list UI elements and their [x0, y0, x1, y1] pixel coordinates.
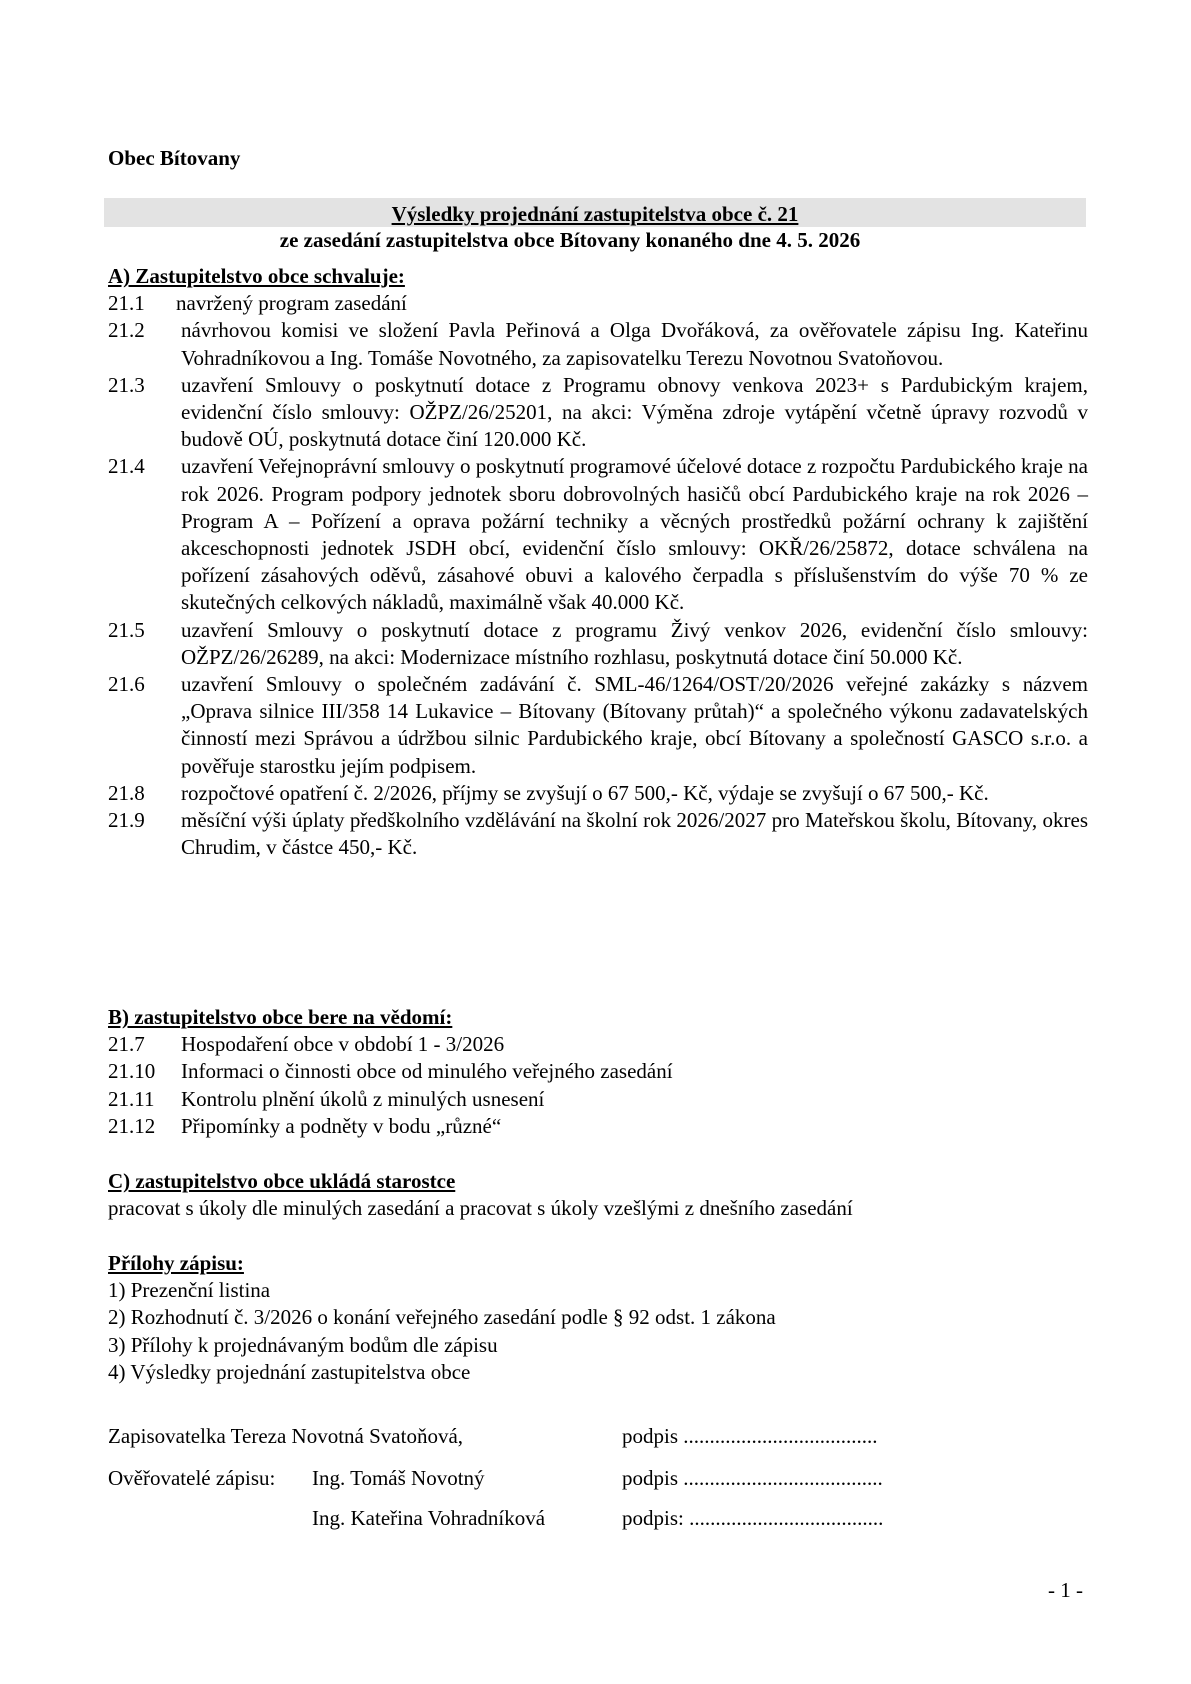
item-text: uzavření Smlouvy o společném zadávání č. SML-46/1264/OST/20/2026 veřejné zakázky s názvem „Oprava silnice III/358 14 Lukavice – Bítovany (Bítovany průtah)“ a společného výkonu zadavatelských činností mezi Správou a údržbou silnic Pardubického kraje, obcí Bítovany a společností GASCO s.r.o. a pověřuje starostku jejím podpisem. — [181, 672, 1088, 778]
verifiers-label: Ověřovatelé zápisu: — [108, 1466, 276, 1490]
attachments-heading: Přílohy zápisu: — [108, 1251, 244, 1275]
attachment-item: 2) Rozhodnutí č. 3/2026 o konání veřejného zasedání podle § 92 odst. 1 zákona — [108, 1305, 776, 1330]
attachment-item: 4) Výsledky projednání zastupitelstva obce — [108, 1359, 471, 1384]
page-number: - 1 - — [1048, 1578, 1083, 1602]
section-approves — [108, 263, 1088, 861]
item-text: návrhovou komisi ve složení Pavla Peřinová a Olga Dvořáková, za ověřovatele zápisu Ing. Kateřinu Vohradníkovou a Ing. Tomáše Novotného, za zapisovatelku Terezu Novotnou Svatoňovou. — [181, 318, 1088, 370]
attachment-item: 3) Přílohy k projednávaným bodům dle zápisu — [108, 1332, 498, 1357]
verifier2-name: Ing. Kateřina Vohradníková — [312, 1506, 546, 1530]
acknowledgement-item — [108, 1031, 1088, 1058]
section-b-heading: B) zastupitelstvo obce bere na vědomí: — [108, 1005, 453, 1029]
item-text: uzavření Veřejnoprávní smlouvy o poskytnutí programové účelové dotace z rozpočtu Pardubického kraje na rok 2026. Program podpory jednotek sboru dobrovolných hasičů obcí Pardubického kraje na rok 2026 – Program A – Pořízení a oprava požární techniky a věcných prostředků požární ochrany k zajištění akceschopnosti jednotek JSDH obcí, evidenční číslo smlouvy: OKŘ/26/25872, dotace schválena na pořízení zásahových oděvů, zásahové obuvi a kalového čerpadla s příslušenstvím do výše 70 % ze skutečných celkových nákladů, maximálně však 40.000 Kč. — [181, 454, 1088, 615]
item-number: 21.2 — [108, 318, 145, 343]
acknowledgement-item — [108, 1058, 1088, 1085]
item-number: 21.11 — [108, 1086, 155, 1111]
document-subtitle: ze zasedání zastupitelstva obce Bítovany konaného dne 4. 5. 2026 — [279, 228, 861, 252]
item-number: 21.9 — [108, 808, 145, 833]
acknowledgement-item — [108, 1086, 1088, 1113]
item-text: uzavření Smlouvy o poskytnutí dotace z Programu obnovy venkova 2023+ s Pardubickým krajem, evidenční číslo smlouvy: OŽPZ/26/25201, na akci: Výměna zdroje vytápění včetně úpravy rozvodů v budově OÚ, poskytnutá dotace činí 120.000 Kč. — [181, 372, 1088, 452]
section-c-text: pracovat s úkoly dle minulých zasedání a pracovat s úkoly vzešlými z dnešního zasedání — [108, 1196, 853, 1221]
item-number: 21.1 — [108, 291, 145, 316]
item-number: 21.7 — [108, 1032, 145, 1057]
resolution-item — [108, 617, 1088, 671]
item-text: rozpočtové opatření č. 2/2026, příjmy se zvyšují o 67 500,- Kč, výdaje se zvyšují o 67 500,- Kč. — [181, 780, 989, 805]
attachment-item: 1) Prezenční listina — [108, 1278, 271, 1303]
document-title: Výsledky projednání zastupitelstva obce č. 21 — [391, 202, 799, 226]
resolution-item — [108, 671, 1088, 780]
section-acknowledges — [108, 1004, 1088, 1140]
recorder-label: Zapisovatelka Tereza Novotná Svatoňová, — [108, 1424, 464, 1448]
section-c-heading: C) zastupitelstvo obce ukládá starostce — [108, 1169, 456, 1193]
verifier1-name: Ing. Tomáš Novotný — [312, 1466, 485, 1490]
resolution-item — [108, 290, 1088, 317]
item-number: 21.8 — [108, 780, 145, 805]
item-text: Kontrolu plnění úkolů z minulých usnesení — [181, 1086, 545, 1111]
resolution-item — [108, 317, 1088, 371]
section-a-heading: A) Zastupitelstvo obce schvaluje: — [108, 264, 405, 288]
item-number: 21.10 — [108, 1059, 156, 1084]
item-number: 21.12 — [108, 1113, 156, 1138]
resolution-item — [108, 780, 1088, 807]
item-number: 21.3 — [108, 372, 145, 397]
municipality-name: Obec Bítovany — [108, 146, 241, 170]
item-text: uzavření Smlouvy o poskytnutí dotace z programu Živý venkov 2026, evidenční číslo smlouvy: OŽPZ/26/26289, na akci: Modernizace místního rozhlasu, poskytnutá dotace činí 50.000 Kč. — [181, 617, 1088, 669]
acknowledgement-item — [108, 1113, 1088, 1140]
item-number: 21.6 — [108, 672, 145, 697]
item-text: Připomínky a podněty v bodu „různé“ — [181, 1113, 502, 1138]
item-text: měsíční výši úplaty předškolního vzdělávání na školní rok 2026/2027 pro Mateřskou školu, Bítovany, okres Chrudim, v částce 450,- Kč. — [181, 808, 1088, 860]
item-number: 21.4 — [108, 454, 145, 479]
verifier1-signature-line: podpis ...................................... — [622, 1466, 883, 1490]
attachments — [108, 1250, 1088, 1386]
section-assigns — [108, 1168, 1088, 1222]
item-text: Informaci o činnosti obce od minulého veřejného zasedání — [181, 1059, 673, 1084]
recorder-signature-line: podpis ..................................... — [622, 1424, 878, 1448]
item-text: Hospodaření obce v období 1 - 3/2026 — [181, 1032, 505, 1057]
resolution-item — [108, 807, 1088, 861]
resolution-item — [108, 372, 1088, 454]
resolution-item — [108, 453, 1088, 616]
item-text: navržený program zasedání — [176, 291, 407, 316]
item-number: 21.5 — [108, 617, 145, 642]
verifier2-signature-line: podpis: ..................................... — [622, 1506, 884, 1530]
